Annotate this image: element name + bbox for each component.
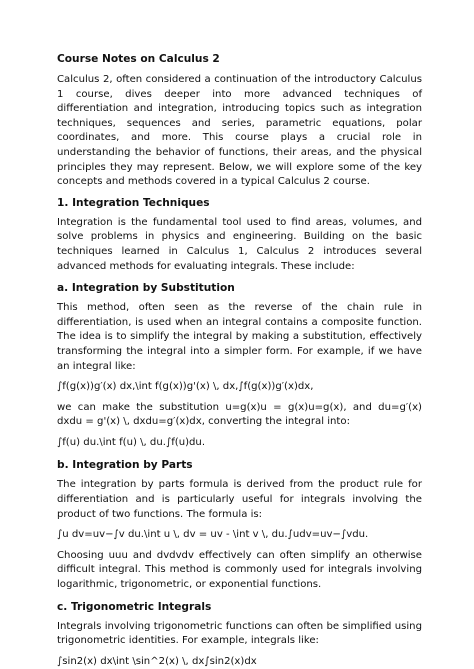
page-title: Course Notes on Calculus 2: [57, 53, 220, 65]
trigonometric-equation: ∫sin2(x) dx\int \sin^2(x) \, dx∫sin2(x)dx: [57, 655, 257, 667]
parts-paragraph-2: Choosing uuu and dvdvdv effectively can often simplify an otherwise difficult integral. This method is commonly used for integrals involving logarithmic, trigonometric, or exponential functions.: [57, 549, 422, 591]
intro-paragraph: Calculus 2, often considered a continuation of the introductory Calculus 1 course, dives deeper into more advanced techniques of differentiation and integration, introducing topics such as integration techniques, sequences and series, parametric equations, polar coordinates, and more. This course plays a crucial role in understanding the behavior of functions, their areas, and the physical principles they may represent. Below, we will explore some of the key concepts and methods covered in a typical Calculus 2 course.: [57, 74, 422, 188]
subsection-heading-trigonometric: c. Trigonometric Integrals: [57, 600, 212, 613]
integration-techniques-paragraph: Integration is the fundamental tool used to find areas, volumes, and solve problems in physics and engineering. Building on the basic techniques learned in Calculus 1, Calculus 2 introduces several advanced methods for evaluating integrals. These include:: [57, 216, 422, 272]
substitution-result-equation: ∫f(u) du.\int f(u) \, du.∫f(u)du.: [57, 436, 206, 448]
subsection-heading-parts: b. Integration by Parts: [57, 459, 193, 472]
substitution-equation: ∫f(g(x))g′(x) dx,\int f(g(x))g'(x) \, dx,∫f(g(x))g′(x)dx,: [57, 381, 314, 393]
substitution-paragraph-2: we can make the substitution u=g(x)u = g(x)u=g(x), and du=g′(x) dxdu = g'(x) \, dxdu=g′(x)dx, converting the integral into:: [57, 401, 422, 428]
parts-paragraph: The integration by parts formula is derived from the product rule for differentiation and is particularly useful for integrals involving the product of two functions. The formula is:: [57, 479, 422, 520]
parts-formula-equation: ∫u dv=uv−∫v du.\int u \, dv = uv - \int v \, du.∫udv=uv−∫vdu.: [57, 529, 369, 541]
subsection-heading-substitution: a. Integration by Substitution: [57, 282, 235, 295]
substitution-paragraph: This method, often seen as the reverse of the chain rule in differentiation, is used when an integral contains a composite function. The idea is to simplify the integral by making a substitution, effectively transforming the integral into a simpler form. For example, if we have an integral like:: [57, 302, 422, 372]
trigonometric-paragraph: Integrals involving trigonometric functions can often be simplified using trigonometric identities. For example, integrals like:: [57, 620, 422, 647]
section-heading-integration-techniques: 1. Integration Techniques: [57, 196, 210, 209]
